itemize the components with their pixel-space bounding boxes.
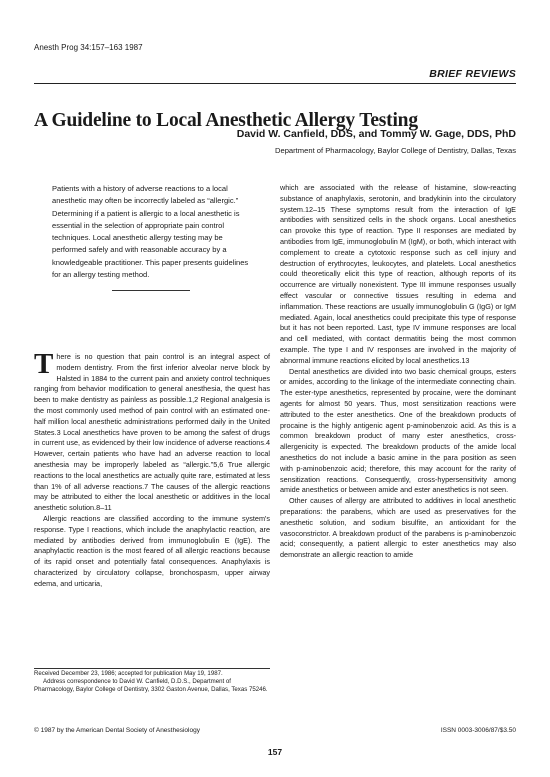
body-column-right (280, 183, 516, 561)
received-dates: Received December 23, 1986; accepted for publication May 19, 1987. (34, 670, 223, 677)
page-number: 157 (267, 747, 283, 757)
paragraph-text: here is no question that pain control is an integral aspect of modern dentistry. From the first inferior alveolar nerve block by Halsted in 1884 to the current pain and anxiety control techniques ranging from behavior modification to general anesthesia, the quest has been to make dentistry as painless as possible.1,2 Regional analgesia is the most commonly used method of pain control with an estimated one-half million local anesthetic administrations performed daily in the United States.3 Local anesthetics have proven to be among the safest of drugs in current use, as evidenced by their low incidence of adverse reactions.4 However, certain patients who have had an adverse reaction to local anesthesia may be improperly labeled as “allergic.”5,6 True allergic reactions to the local anesthetics are actually quite rare, estimated at less than 1% of all adverse reactions.7 The causes of the allergic reactions may be attributed to either the local anesthetic or additives in the local anesthetic solution.8–11 (34, 352, 270, 513)
article-title: A Guideline to Local Anesthetic Allergy Testing (34, 110, 418, 132)
author-affiliation: Department of Pharmacology, Baylor College of Dentistry, Dallas, Texas (275, 146, 516, 155)
abstract: Patients with a history of adverse reactions to a local anesthetic may often be incorrectly labeled as “allergic.” Determining if a patient is allergic to a local anesthetic is essential in the selection of appropriate pain control techniques. Local anesthetic allergy testing may be performed safely and with reasonable accuracy by a knowledgeable practitioner. This paper presents guidelines for an allergy testing method. (52, 184, 249, 280)
footnote-rule (34, 668, 270, 669)
body-paragraph: Dental anesthetics are divided into two basic chemical groups, esters or amides, according to the linkage of the intermediate connecting chain. The ester-type anesthetics, represented by procaine, were the dominant agents for almost 50 years. Thus, most sensitization reactions were attributed to the ester anesthetics. One of the breakdown products of procaine is the highly antigenic agent p-aminobenzoic acid. As this is a common breakdown product of many ester anesthetics, cross-allergenicity is expected. The breakdown products of the amide local anesthetics do not include a basic amine in the para position as seen with p-aminobenzoic acid; therefore, this may account for the rarity of sensitization reactions. Consequently, cross-hypersensitivity among amide anesthetics or between amide and ester anesthetics is not seen. (280, 366, 516, 495)
body-column-left (34, 348, 270, 590)
abstract-divider (112, 290, 190, 291)
body-paragraph: Other causes of allergy are attributed to additives in local anesthetic preparations: the parabens, which are used as preservatives for the anesthetic solution, and sodium bisulfite, an antioxidant for the vasoconstrictor. A breakdown product of the parabens is p-aminobenzoic acid; consequently, a patient allergic to ester anesthetics may also demonstrate an allergic reaction to amide (280, 496, 516, 560)
journal-citation: Anesth Prog 34:157–163 1987 (34, 43, 143, 52)
footnote (34, 670, 270, 695)
body-paragraph: which are associated with the release of histamine, slow-reacting substance of anaphylaxis, serotonin, and bradykinin into the circulatory system.12–15 These symptoms result from the interaction of IgE antibodies with sensitized cells in the shock organs. Local anesthetics can provoke this type of reaction. Type II responses are mediated by antibodies from IgE, immunoglobulin M (IgM), or both, which interact with complement to create a cytotoxic response such as cell injury and destruction of erythrocytes, leukocytes, and platelets. Local anesthetics could theoretically elicit this type of reaction, although reports of its occurrence are virtually nonexistent. Type III immune responses usually effect vascular or connective tissues resulting in edema and inflammation. These reactions are usually immunoglobulin G (IgG) or IgM mediated. Again, local anesthetics could precipitate this type of response but it has not been reported. Last, type IV immune responses are local and cell mediated, with contact dermatitis being the most common example. The type I and IV responses are involved in the majority of abnormal immune reactions elicited by local anesthetics.13 (280, 183, 516, 365)
body-paragraph: Allergic reactions are classified according to the immune system's response. Type I reactions, which include the anaphylactic reaction, are mediated by antibodies derived from immunoglobulin E (IgE). The anaphylactic reaction is the most feared of all allergic reactions because of its rapid onset and potentially fatal consequences. Anaphylaxis is characterized by circulatory collapse, bronchospasm, upper airway edema, and urticaria, (34, 513, 270, 588)
header-rule (34, 83, 516, 84)
correspondence-address: Address correspondence to David W. Canfield, D.D.S., Department of Pharmacology, Baylor College of Dentistry, 3302 Gaston Avenue, Dallas, Texas 75246. (34, 678, 268, 694)
issn: ISSN 0003-3006/87/$3.50 (440, 727, 516, 734)
copyright-notice: © 1987 by the American Dental Society of Anesthesiology (34, 727, 200, 734)
section-label: BRIEF REVIEWS (429, 68, 516, 80)
drop-cap: T (34, 348, 54, 380)
body-paragraph (34, 348, 270, 514)
author-list: David W. Canfield, DDS, and Tommy W. Gage, DDS, PhD (236, 128, 516, 140)
